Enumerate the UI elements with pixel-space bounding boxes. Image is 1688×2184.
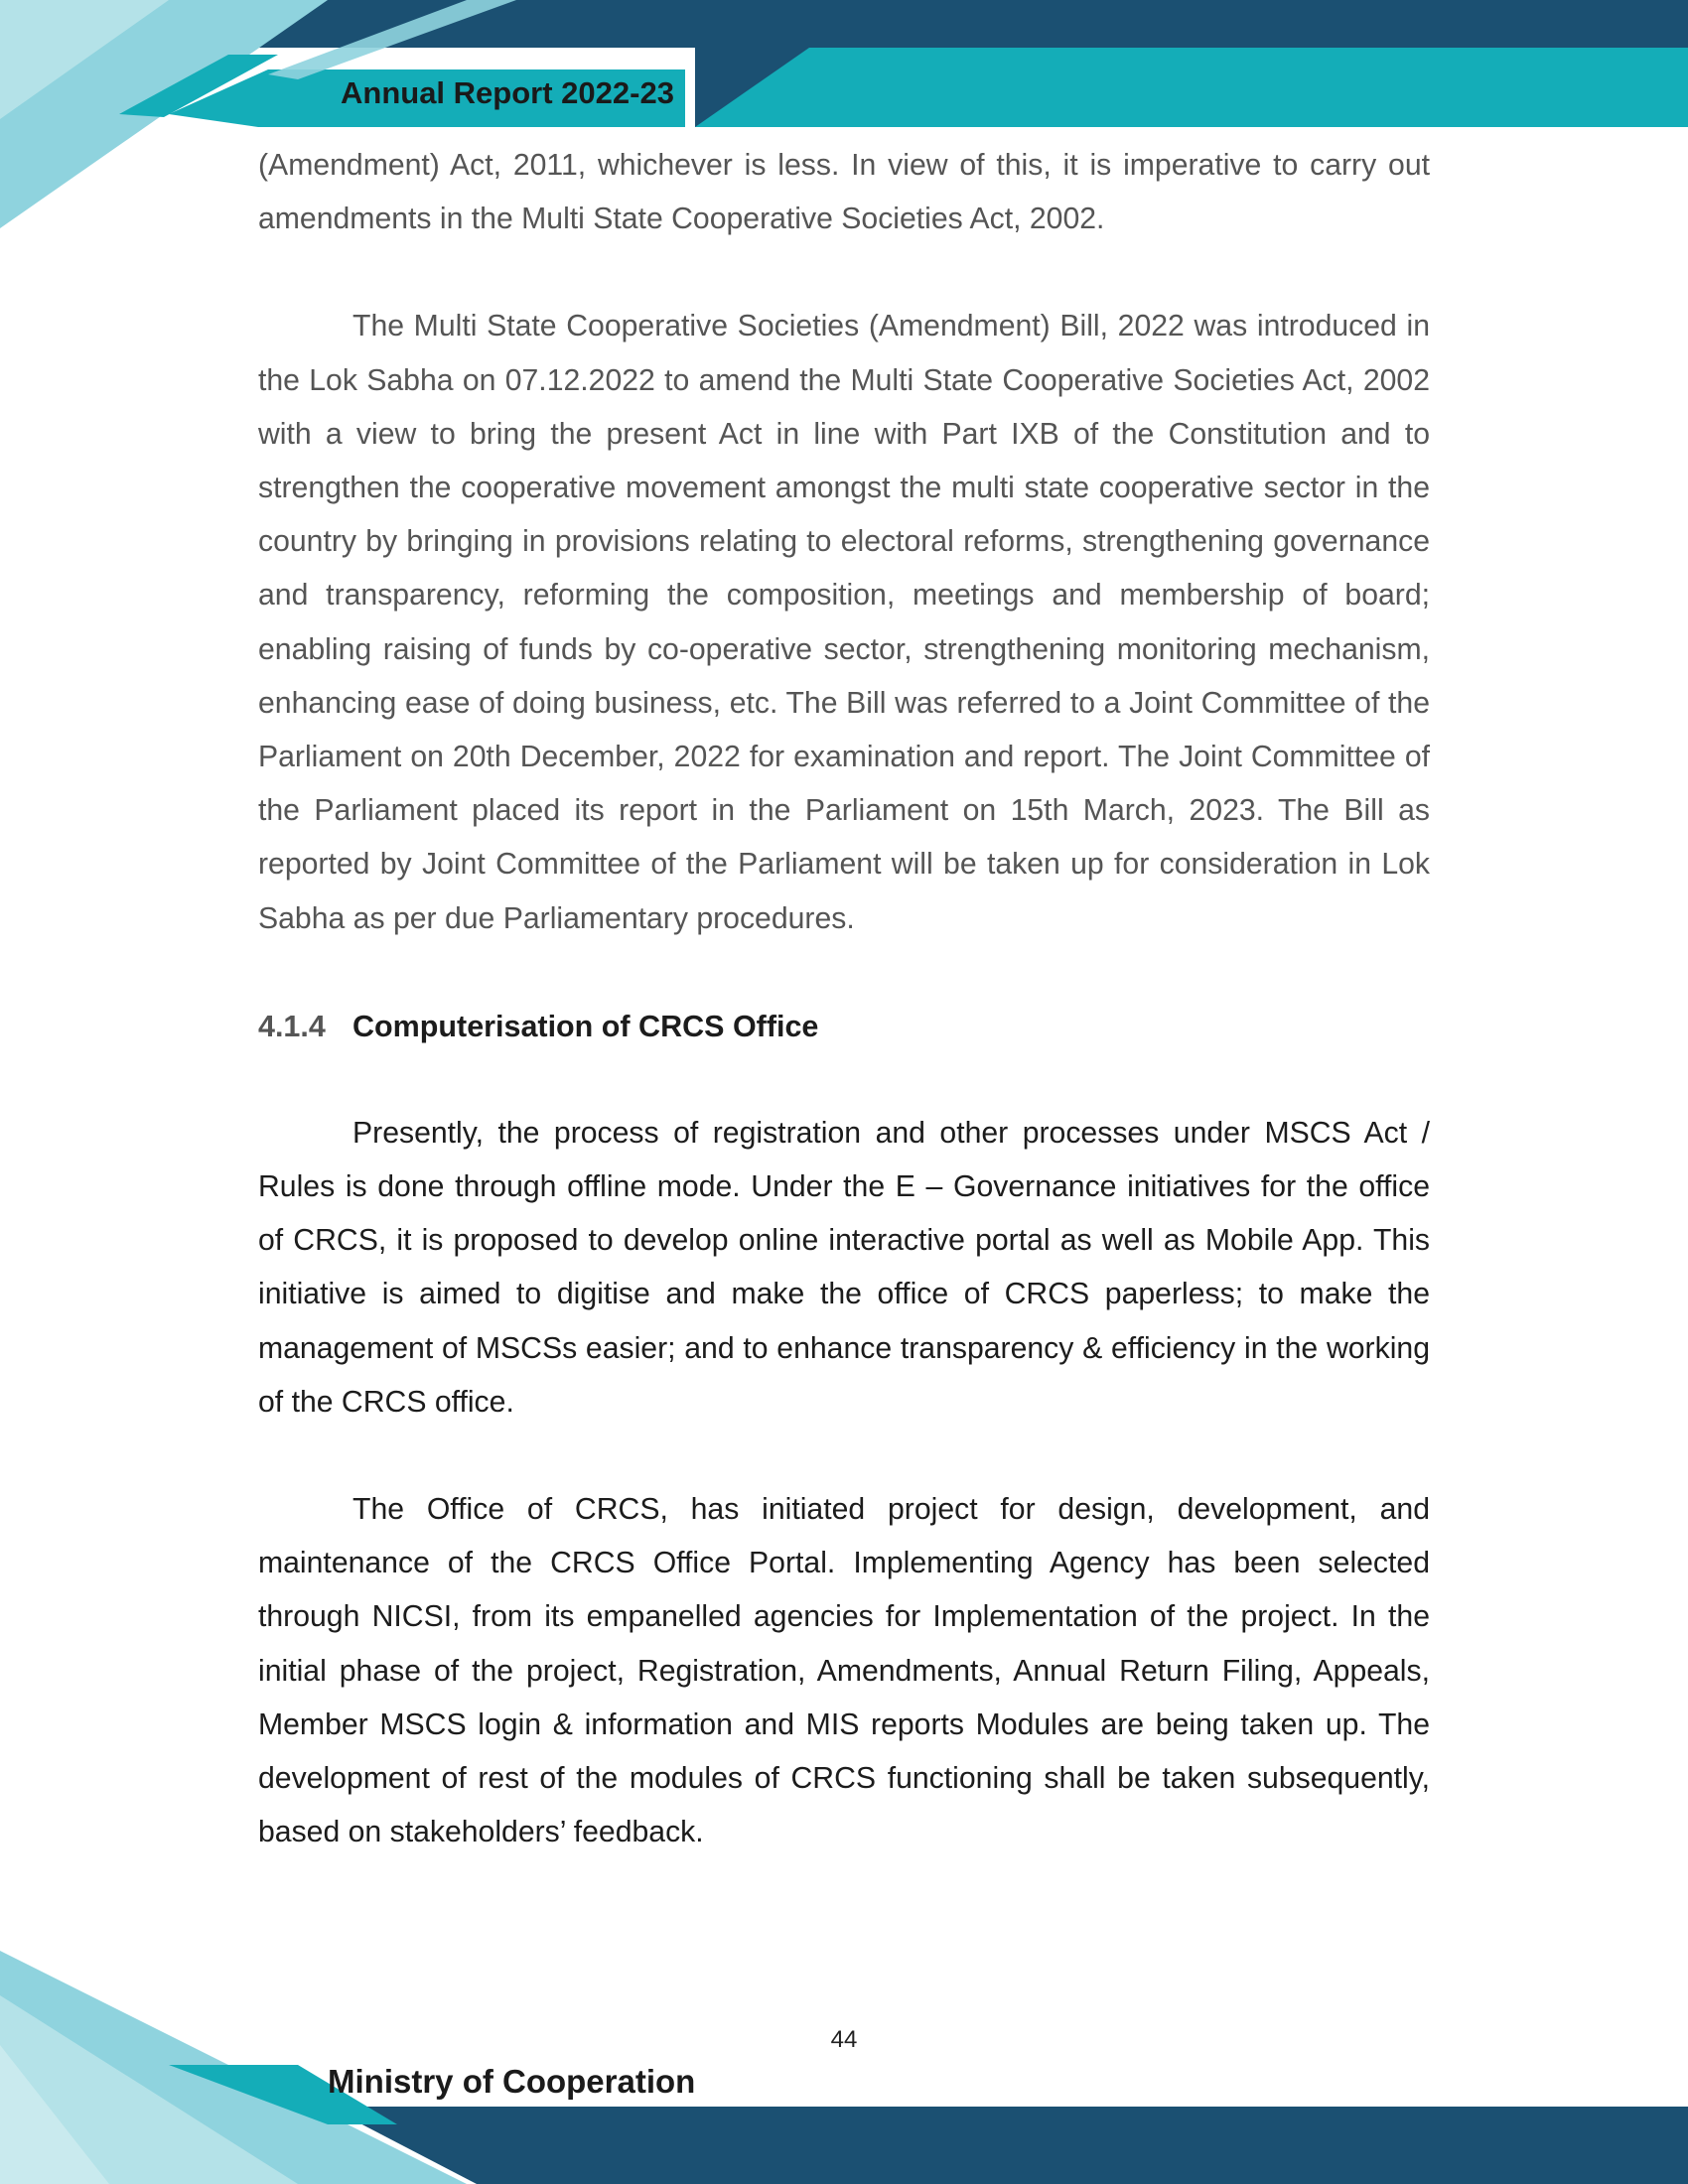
section-heading — [258, 1000, 1430, 1053]
paragraph-amendment-bill: The Multi State Cooperative Societies (Amendment) Bill, 2022 was introduced in the Lok Sabha on 07.12.2022 to amend the Multi State Cooperative Societies Act, 2002 with a view to bring the present Act in line with Part IXB of the Constitution and to strengthen the cooperative movement amongst the multi state cooperative sector in the country by bringing in provisions relating to electoral reforms, strengthening governance and transparency, reforming the composition, meetings and membership of board; enabling raising of funds by co-operative sector, strengthening monitoring mechanism, enhancing ease of doing business, etc. The Bill was referred to a Joint Committee of the Parliament on 20th December, 2022 for examination and report. The Joint Committee of the Parliament placed its report in the Parliament on 15th March, 2023. The Bill as reported by Joint Committee of the Parliament will be taken up for consideration in Lok Sabha as per due Parliamentary procedures. — [258, 310, 1430, 935]
paragraph-amendment-continued: (Amendment) Act, 2011, whichever is less. In view of this, it is imperative to carry out amendments in the Multi State Cooperative Societies Act, 2002. — [258, 149, 1430, 236]
footer-band — [0, 1951, 1688, 2184]
page-number: 44 — [830, 2026, 858, 2053]
paragraph-crcs-portal: The Office of CRCS, has initiated project for design, development, and maintenance of the CRCS Office Portal. Implementing Agency has been selected through NICSI, from its empanelled agencies for Implementation of the project. In the initial phase of the project, Registration, Amendments, Annual Return Filing, Appeals, Member MSCS login & information and MIS reports Modules are being taken up. The development of rest of the modules of CRCS functioning shall be taken subsequently, based on stakeholders’ feedback. — [258, 1493, 1430, 1849]
header-title: Annual Report 2022-23 — [341, 75, 674, 110]
footer-title: Ministry of Cooperation — [328, 2063, 696, 2100]
page-body — [258, 139, 1430, 1859]
section-title: Computerisation of CRCS Office — [352, 1009, 819, 1043]
section-number: 4.1.4 — [258, 1009, 326, 1043]
paragraph-presently: Presently, the process of registration and other processes under MSCS Act / Rules is done through offline mode. Under the E – Governance initiatives for the office of CRCS, it is proposed to develop online interactive portal as well as Mobile App. This initiative is aimed to digitise and make the office of CRCS paperless; to make the management of MSCSs easier; and to enhance transparency & efficiency in the working of the CRCS office. — [258, 1116, 1430, 1419]
